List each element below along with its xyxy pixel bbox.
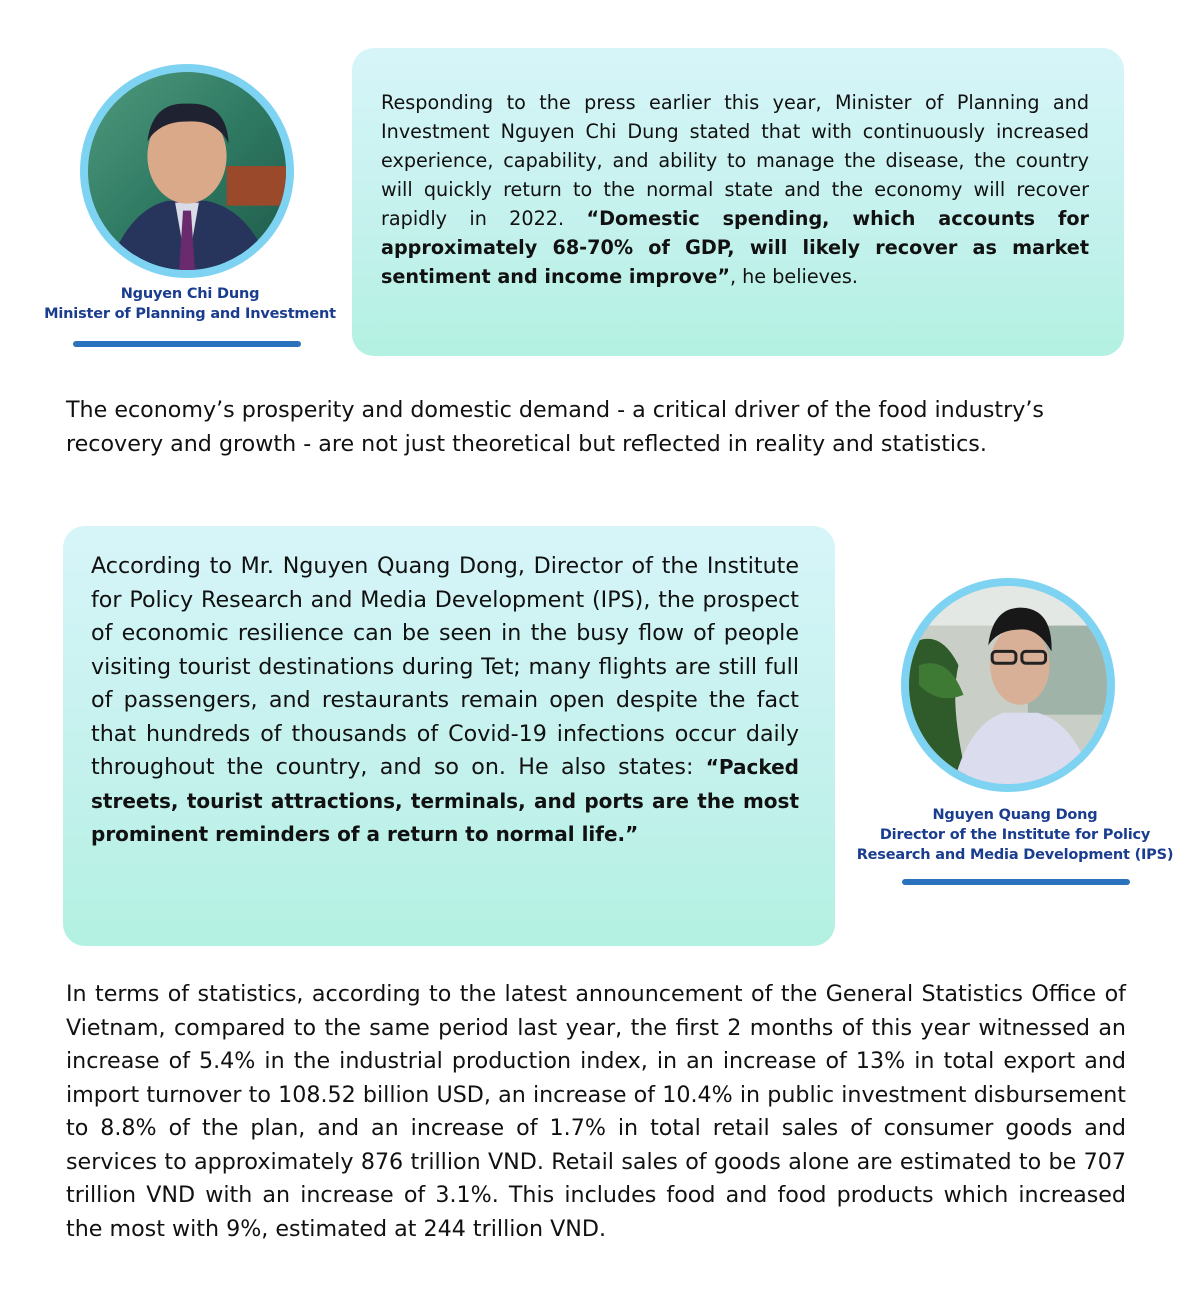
- profile-caption-2: [830, 805, 1200, 865]
- portrait-photo: [909, 586, 1107, 784]
- avatar-nguyen-chi-dung: [80, 64, 294, 278]
- divider-line: [902, 879, 1130, 885]
- quote-regular: According to Mr. Nguyen Quang Dong, Director of the Institute for Policy Research and Media Development (IPS), the prospect of economic resilience can be seen in the busy flow of people visiting tourist destinations during Tet; many flights are still full of passengers, and restaurants remain open despite the fact that hundreds of thousands of Covid-19 infections occur daily throughout the country, and so on. He also states:: [91, 553, 799, 780]
- quote-bold: “Packed streets, tourist attractions, terminals, and ports are the most prominent reminders of a return to normal life.”: [91, 755, 799, 846]
- quote-text-1: [381, 88, 1089, 291]
- profile-name: Nguyen Chi Dung: [120, 286, 260, 302]
- paragraph-2: In terms of statistics, according to the latest announcement of the General Statistics Office of Vietnam, compared to the same period last year, the first 2 months of this year witnessed an increase of 5.4% in the industrial production index, in an increase of 13% in total export and import turnover to 108.52 billion USD, an increase of 10.4% in public investment disbursement to 8.8% of the plan, and an increase of 1.7% in total retail sales of consumer goods and services to approximately 876 trillion VND. Retail sales of goods alone are estimated to be 707 trillion VND with an increase of 3.1%. This includes food and food products which increased the most with 9%, estimated at 244 trillion VND.: [66, 981, 1126, 1242]
- quote-regular: Responding to the press earlier this year, Minister of Planning and Investment Nguyen Chi Dung stated that with continuously increased experience, capability, and ability to manage the disease, the country will quickly return to the normal state and the economy will recover rapidly in 2022.: [381, 91, 1089, 230]
- divider-line: [73, 341, 301, 347]
- avatar-nguyen-quang-dong: [901, 578, 1115, 792]
- profile-caption-1: [20, 284, 360, 324]
- quote-bold: “Domestic spending, which accounts for approximately 68-70% of GDP, will likely recover as market sentiment and income improve”: [381, 207, 1089, 288]
- profile-title: Minister of Planning and Investment: [44, 306, 336, 322]
- portrait-photo: [88, 72, 286, 270]
- paragraph-1: The economy’s prosperity and domestic demand - a critical driver of the food industry’s recovery and growth - are not just theoretical but reflected in reality and statistics.: [66, 397, 1044, 457]
- quote-tail: , he believes.: [729, 265, 858, 288]
- profile-title-line-2: Research and Media Development (IPS): [856, 847, 1174, 863]
- profile-title-line-1: Director of the Institute for Policy: [879, 827, 1151, 843]
- profile-name: Nguyen Quang Dong: [932, 807, 1098, 823]
- quote-text-2: [91, 550, 799, 852]
